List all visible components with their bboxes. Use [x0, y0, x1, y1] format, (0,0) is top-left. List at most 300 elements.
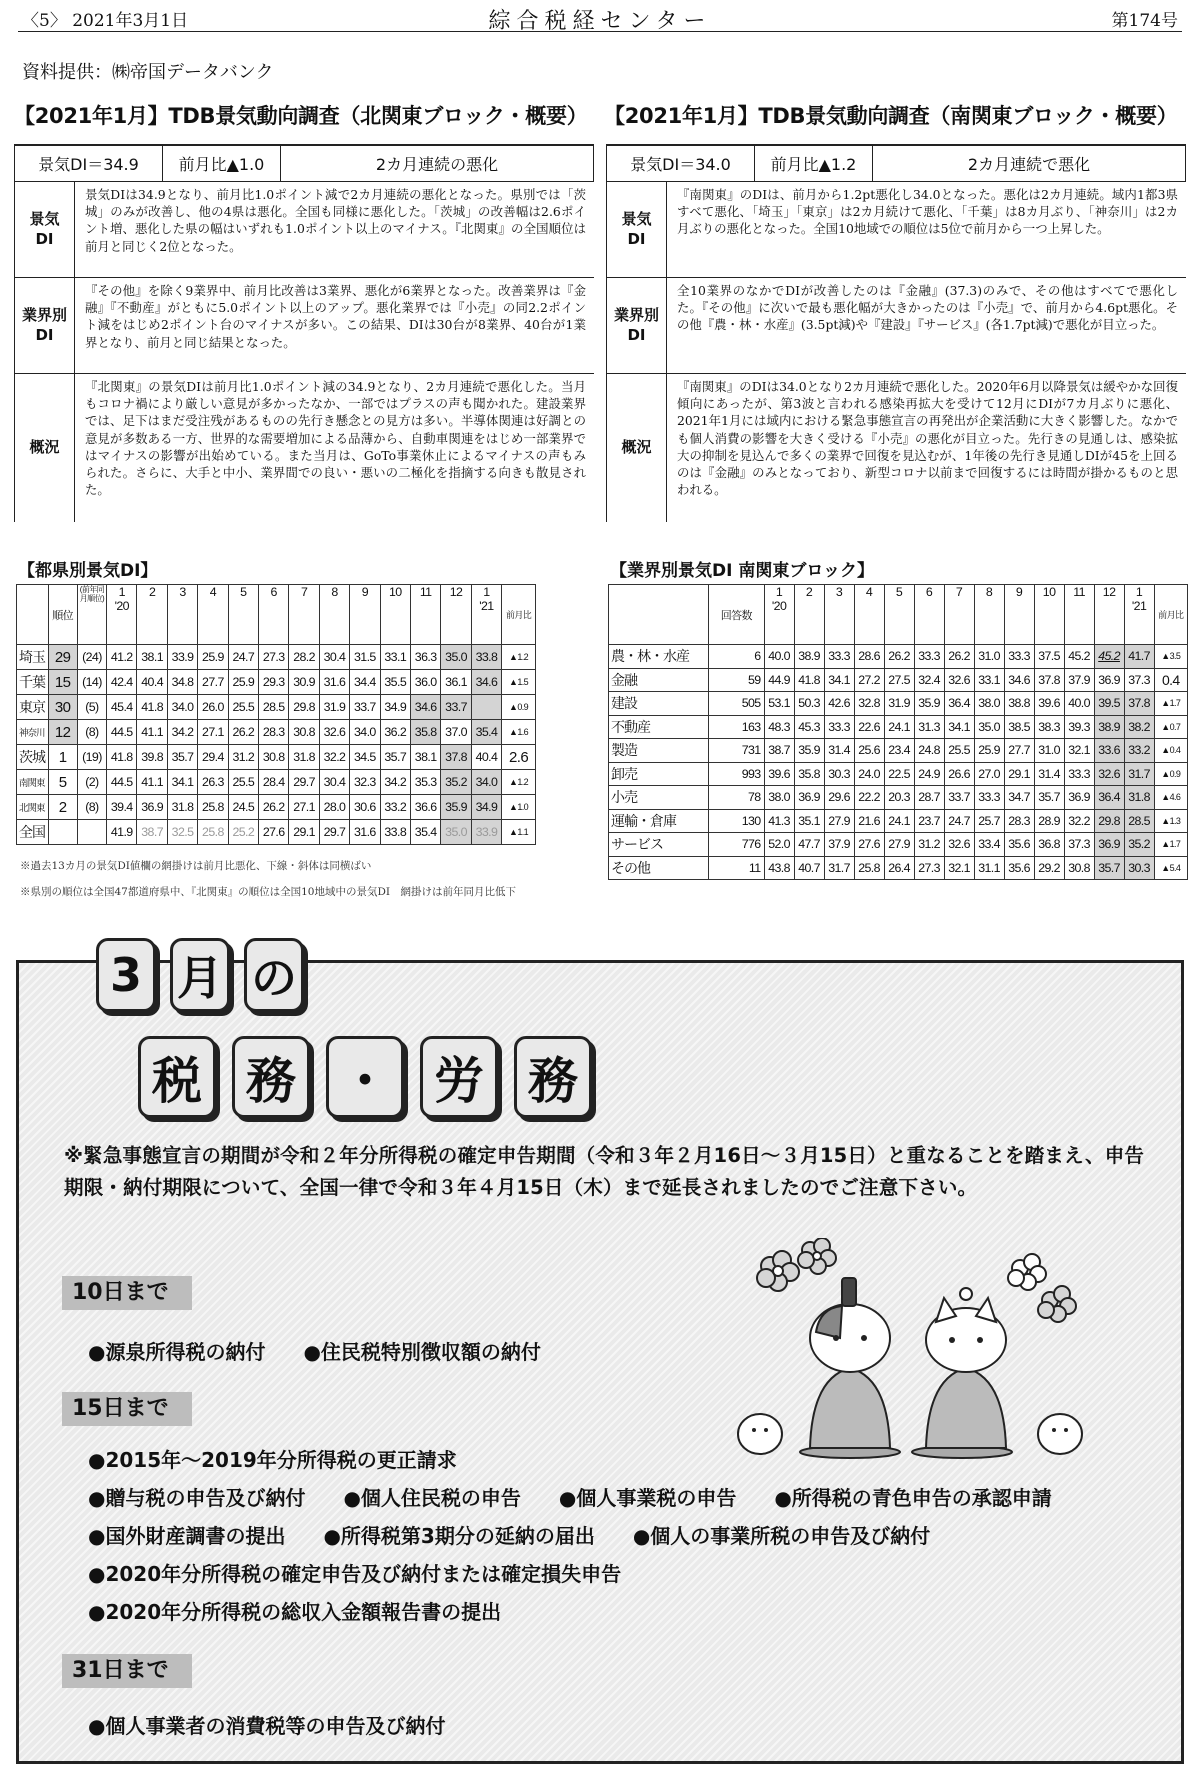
- pref-row: [17, 745, 536, 770]
- di-value: 33.3: [1004, 645, 1034, 669]
- di-value: 33.2: [1124, 739, 1154, 763]
- respondents: 130: [709, 809, 765, 833]
- industry-di-table: [608, 584, 1188, 880]
- di-value: 25.6: [854, 739, 884, 763]
- di-value: 23.7: [914, 809, 944, 833]
- deadline-item: ●源泉所得税の納付: [88, 1340, 266, 1364]
- di-value: 31.2: [228, 745, 258, 770]
- di-value: 34.0: [167, 695, 197, 720]
- di-value: 36.6: [410, 795, 440, 820]
- title-char: 月: [170, 938, 230, 1012]
- di-value: 45.4: [107, 695, 137, 720]
- di-value: 23.4: [884, 739, 914, 763]
- deadline-line: [88, 1336, 541, 1365]
- di-value: 34.6: [471, 670, 501, 695]
- di-value: 29.4: [198, 745, 228, 770]
- di-value: 33.8: [471, 645, 501, 670]
- mom-value: ▲1.6: [502, 720, 536, 745]
- di-value: 37.3: [1124, 668, 1154, 692]
- industry-row: [609, 762, 1188, 786]
- di-value: 41.7: [1124, 645, 1154, 669]
- table-header-row: [17, 585, 536, 645]
- pref-prev-rank: (24): [77, 645, 106, 670]
- industry-row: [609, 668, 1188, 692]
- di-value: 33.8: [380, 820, 410, 845]
- corner-cell: [609, 585, 709, 645]
- di-value: 31.7: [824, 856, 854, 880]
- di-value: 39.4: [107, 795, 137, 820]
- di-value: 28.3: [259, 720, 289, 745]
- di-value: 48.3: [764, 715, 794, 739]
- di-value: 31.6: [319, 670, 349, 695]
- di-value: 38.9: [794, 645, 824, 669]
- di-value: 24.1: [884, 809, 914, 833]
- month-header: 4: [854, 585, 884, 645]
- di-value: 30.4: [319, 645, 349, 670]
- row-label: 概況: [15, 374, 75, 522]
- di-value: 36.9: [1094, 833, 1124, 857]
- title-char: 務: [514, 1036, 592, 1118]
- di-value: 31.0: [1034, 739, 1064, 763]
- month-header: 9: [350, 585, 380, 645]
- di-value: 37.8: [1034, 668, 1064, 692]
- respondents: 163: [709, 715, 765, 739]
- title-char: 税: [138, 1036, 216, 1118]
- south-mom: 前月比▲1.2: [755, 146, 873, 181]
- month-header: 2: [794, 585, 824, 645]
- di-value: 25.2: [228, 820, 258, 845]
- di-value: 24.0: [854, 762, 884, 786]
- di-value: 32.6: [944, 668, 974, 692]
- industry-name: その他: [609, 856, 709, 880]
- di-value: 36.4: [944, 692, 974, 716]
- title-char: ・: [326, 1036, 404, 1118]
- di-value: 32.1: [1064, 739, 1094, 763]
- di-value: 39.8: [137, 745, 167, 770]
- di-value: 26.2: [259, 795, 289, 820]
- di-value: 29.6: [824, 786, 854, 810]
- south-di-value: 景気DI＝34.0: [607, 146, 755, 181]
- di-value: 29.8: [1094, 809, 1124, 833]
- mom-value: ▲1.2: [502, 645, 536, 670]
- respondents: 6: [709, 645, 765, 669]
- pref-prev-rank: (8): [77, 720, 106, 745]
- respondents-header: 回答数: [709, 585, 765, 645]
- di-value: 40.4: [137, 670, 167, 695]
- di-value: 38.1: [410, 745, 440, 770]
- di-value: 36.4: [1094, 786, 1124, 810]
- deadline-item: ●2020年分所得税の確定申告及び納付または確定損失申告: [88, 1562, 622, 1586]
- industry-name: 運輸・倉庫: [609, 809, 709, 833]
- di-value: 25.9: [198, 645, 228, 670]
- di-value: 38.0: [764, 786, 794, 810]
- di-value: 34.7: [1004, 786, 1034, 810]
- di-value: 31.5: [350, 645, 380, 670]
- di-value: 30.9: [289, 670, 319, 695]
- north-row-industry: [14, 278, 594, 374]
- industry-name: 小売: [609, 786, 709, 810]
- month-header: 12: [441, 585, 471, 645]
- di-value: 28.5: [259, 695, 289, 720]
- mom-value: ▲0.9: [502, 695, 536, 720]
- di-value: 34.8: [167, 670, 197, 695]
- di-value: 35.7: [167, 745, 197, 770]
- di-value: 29.7: [289, 770, 319, 795]
- di-value: 33.9: [471, 820, 501, 845]
- di-value: 35.0: [441, 820, 471, 845]
- di-value: 33.1: [380, 645, 410, 670]
- deadline-item: ●個人事業者の消費税等の申告及び納付: [88, 1714, 446, 1738]
- issue-date: 〈5〉 2021年3月1日: [22, 11, 189, 31]
- di-value: 33.7: [944, 786, 974, 810]
- di-value: 24.1: [884, 715, 914, 739]
- pref-name: 埼玉: [17, 645, 49, 670]
- industry-name: 建設: [609, 692, 709, 716]
- di-value: 37.5: [1034, 645, 1064, 669]
- deadline-line: [88, 1596, 501, 1625]
- di-value: 42.4: [107, 670, 137, 695]
- mom-value: ▲0.9: [1154, 762, 1187, 786]
- di-value: 30.3: [824, 762, 854, 786]
- hina-doll-illustration: [730, 1238, 1090, 1460]
- pref-name: 全国: [17, 820, 49, 845]
- di-value: 33.3: [974, 786, 1004, 810]
- di-value: 30.8: [259, 745, 289, 770]
- di-value: 35.0: [974, 715, 1004, 739]
- mom-value: ▲1.2: [502, 770, 536, 795]
- di-value: 36.8: [1034, 833, 1064, 857]
- south-row-industry: [606, 278, 1186, 374]
- di-value: 33.3: [824, 645, 854, 669]
- title-char: 務: [232, 1036, 310, 1118]
- north-summary-head: [14, 146, 594, 182]
- di-value: 34.0: [350, 720, 380, 745]
- title-char: 3: [96, 938, 156, 1012]
- pref-name: 千葉: [17, 670, 49, 695]
- di-value: 40.7: [794, 856, 824, 880]
- industry-row: [609, 786, 1188, 810]
- di-value: 37.3: [1064, 833, 1094, 857]
- pref-row: [17, 645, 536, 670]
- di-value: 37.0: [441, 720, 471, 745]
- pref-rank: 12: [48, 720, 77, 745]
- di-value: 33.4: [974, 833, 1004, 857]
- month-header: 1 '20: [764, 585, 794, 645]
- di-value: 24.8: [914, 739, 944, 763]
- di-value: 41.9: [107, 820, 137, 845]
- pref-row: [17, 820, 536, 845]
- di-value: 35.4: [410, 820, 440, 845]
- di-value: 26.6: [944, 762, 974, 786]
- di-value: 29.2: [1034, 856, 1064, 880]
- di-value: 32.2: [1064, 809, 1094, 833]
- north-di-text: 景気DIは34.9となり、前月比1.0ポイント減で2カ月連続の悪化となった。県別では「茨城」のみが改善し、他の4県は悪化。全国も同様に悪化した。「茨城」の改善幅は2.6ポイント増、悪化した県の幅はいずれも1.0ポイント以上のマイナス。『北関東』の全国順位は前月と同じく2位となった。: [85, 187, 586, 254]
- pref-prev-rank: (5): [77, 695, 106, 720]
- di-value: 27.7: [1004, 739, 1034, 763]
- di-value: 22.2: [854, 786, 884, 810]
- pref-row: [17, 770, 536, 795]
- di-value: 28.7: [914, 786, 944, 810]
- di-value: 40.0: [764, 645, 794, 669]
- di-value: 34.5: [350, 745, 380, 770]
- di-value: [471, 695, 501, 720]
- pref-prev-rank: (2): [77, 770, 106, 795]
- di-value: 35.2: [441, 770, 471, 795]
- di-value: 27.1: [198, 720, 228, 745]
- di-value: 38.5: [1004, 715, 1034, 739]
- di-value: 27.5: [884, 668, 914, 692]
- di-value: 39.6: [1034, 692, 1064, 716]
- corner-cell: [17, 585, 49, 645]
- month-header: 5: [884, 585, 914, 645]
- di-value: 38.7: [764, 739, 794, 763]
- respondents: 776: [709, 833, 765, 857]
- di-value: 34.1: [944, 715, 974, 739]
- pref-prev-rank: [77, 820, 106, 845]
- di-value: 40.0: [1064, 692, 1094, 716]
- di-value: 44.5: [107, 770, 137, 795]
- pref-name: 南関東: [17, 770, 49, 795]
- flower-icon: [798, 1238, 836, 1274]
- di-value: 27.3: [259, 645, 289, 670]
- mom-value: ▲1.1: [502, 820, 536, 845]
- pref-name: 北関東: [17, 795, 49, 820]
- month-header: 11: [1064, 585, 1094, 645]
- respondents: 505: [709, 692, 765, 716]
- di-value: 37.9: [1064, 668, 1094, 692]
- di-value: 24.9: [914, 762, 944, 786]
- di-value: 45.2: [1094, 645, 1124, 669]
- di-value: 41.8: [794, 668, 824, 692]
- di-value: 31.0: [974, 645, 1004, 669]
- mom-value: ▲1.5: [502, 670, 536, 695]
- di-value: 35.8: [794, 762, 824, 786]
- di-value: 45.2: [1064, 645, 1094, 669]
- deadline-item: ●所得税第3期分の延納の届出: [323, 1524, 595, 1548]
- di-value: 35.3: [410, 770, 440, 795]
- di-value: 25.8: [198, 820, 228, 845]
- month-header: 7: [289, 585, 319, 645]
- di-value: 38.7: [137, 820, 167, 845]
- di-value: 34.4: [350, 670, 380, 695]
- row-label: 業界別 DI: [607, 278, 667, 373]
- south-row-overview: [606, 374, 1186, 522]
- di-value: 29.7: [319, 820, 349, 845]
- di-value: 30.3: [1124, 856, 1154, 880]
- month-header: 4: [198, 585, 228, 645]
- di-value: 35.0: [441, 645, 471, 670]
- di-value: 32.2: [319, 745, 349, 770]
- industry-row: [609, 809, 1188, 833]
- di-value: 27.9: [824, 809, 854, 833]
- di-value: 27.1: [289, 795, 319, 820]
- north-row-di: [14, 182, 594, 278]
- row-label: 景気 DI: [15, 182, 75, 277]
- di-value: 37.8: [441, 745, 471, 770]
- di-value: 38.2: [1124, 715, 1154, 739]
- di-value: 26.2: [884, 645, 914, 669]
- industry-row: [609, 833, 1188, 857]
- di-value: 29.8: [289, 695, 319, 720]
- di-value: 52.0: [764, 833, 794, 857]
- pref-name: 東京: [17, 695, 49, 720]
- due-15th-heading: 15日まで: [62, 1392, 192, 1426]
- deadline-line: [88, 1482, 1052, 1511]
- di-value: 53.1: [764, 692, 794, 716]
- di-value: 34.1: [167, 770, 197, 795]
- di-value: 24.7: [944, 809, 974, 833]
- deadline-item: ●個人住民税の申告: [343, 1486, 521, 1510]
- di-value: 39.5: [1094, 692, 1124, 716]
- di-value: 35.9: [441, 795, 471, 820]
- month-header: 10: [1034, 585, 1064, 645]
- north-summary: [14, 144, 594, 522]
- month-header: 3: [824, 585, 854, 645]
- pref-rank: 2: [48, 795, 77, 820]
- di-value: 32.3: [350, 770, 380, 795]
- di-value: 26.3: [198, 770, 228, 795]
- industry-table-title: 【業界別景気DI 南関東ブロック】: [610, 561, 875, 581]
- di-value: 38.9: [1094, 715, 1124, 739]
- deadline-line: [88, 1558, 621, 1587]
- month-header: 12: [1094, 585, 1124, 645]
- row-label: 景気 DI: [607, 182, 667, 277]
- pref-note-2: ※県別の順位は全国47都道府県中、『北関東』の順位は全国10地域中の景気DI 網掛けは前年同月比低下: [20, 886, 517, 898]
- pref-rank: 1: [48, 745, 77, 770]
- di-value: 32.6: [319, 720, 349, 745]
- di-value: 32.5: [167, 820, 197, 845]
- di-value: 25.9: [228, 670, 258, 695]
- di-value: 28.6: [854, 645, 884, 669]
- di-value: 22.5: [884, 762, 914, 786]
- pref-row: [17, 795, 536, 820]
- di-value: 21.6: [854, 809, 884, 833]
- pref-note-1: ※過去13カ月の景気DI値欄の網掛けは前月比悪化、下線・斜体は同横ばい: [20, 860, 372, 872]
- due-31st-heading: 31日まで: [62, 1654, 192, 1688]
- pref-prev-rank: (19): [77, 745, 106, 770]
- pref-rank: [48, 820, 77, 845]
- pref-row: [17, 670, 536, 695]
- di-value: 33.3: [824, 715, 854, 739]
- north-trend: 2カ月連続の悪化: [375, 155, 499, 174]
- di-value: 33.9: [167, 645, 197, 670]
- industry-name: 製造: [609, 739, 709, 763]
- di-value: 41.3: [764, 809, 794, 833]
- industry-row: [609, 715, 1188, 739]
- deadline-item: ●個人事業税の申告: [558, 1486, 737, 1510]
- pref-table-title: 【都県別景気DI】: [18, 561, 158, 581]
- di-value: 34.1: [824, 668, 854, 692]
- di-value: 32.6: [1094, 762, 1124, 786]
- north-title: 【2021年1月】TDB景気動向調査（北関東ブロック・概要）: [14, 104, 588, 128]
- north-di-value: 景気DI＝34.9: [15, 146, 163, 181]
- di-value: 41.8: [107, 745, 137, 770]
- deadline-item: ●所得税の青色申告の承認申請: [774, 1486, 1052, 1510]
- deadline-line: [88, 1710, 445, 1739]
- south-overview-text: 『南関東』のDIは34.0となり2カ月連続で悪化した。2020年6月以降景気は緩やかな回復傾向にあったが、第3波と言われる感染再拡大を受けて12月にDIが7カ月ぶりに悪化、2021年1月には域内における緊急事態宣言の再発出が企業活動に大きく影響した。なかでも個人消費の影響を大きく受ける『小売』の悪化が目立った。先行きの見通しは、感染拡大の抑制を見込んで多くの業界で回復を見込むが、1年後の先行き見通しDIが45を上回るのは『金融』のみとなっており、新型コロナ以前まで回復するには時間が掛かるものと思われる。: [677, 379, 1178, 498]
- mom-value: ▲0.4: [1154, 739, 1187, 763]
- di-value: 41.1: [137, 720, 167, 745]
- newspaper-header: [18, 4, 1182, 32]
- industry-name: 農・林・水産: [609, 645, 709, 669]
- row-label: 概況: [607, 374, 667, 522]
- di-value: 30.4: [319, 770, 349, 795]
- pref-row: [17, 720, 536, 745]
- industry-row: [609, 645, 1188, 669]
- industry-name: サービス: [609, 833, 709, 857]
- pref-name: 神奈川: [17, 720, 49, 745]
- di-value: 30.8: [1064, 856, 1094, 880]
- di-value: 33.2: [380, 795, 410, 820]
- deadline-line: [88, 1444, 457, 1473]
- industry-name: 卸売: [609, 762, 709, 786]
- di-value: 36.9: [794, 786, 824, 810]
- month-header: 2: [137, 585, 167, 645]
- di-value: 34.6: [410, 695, 440, 720]
- pref-rank: 5: [48, 770, 77, 795]
- di-value: 41.1: [137, 770, 167, 795]
- di-value: 31.4: [824, 739, 854, 763]
- di-value: 27.6: [854, 833, 884, 857]
- di-value: 36.0: [410, 670, 440, 695]
- di-value: 35.1: [794, 809, 824, 833]
- di-value: 32.6: [944, 833, 974, 857]
- south-row-di: [606, 182, 1186, 278]
- masthead: 綜合税経センター: [488, 9, 712, 34]
- di-value: 29.3: [259, 670, 289, 695]
- month-header: 1 '21: [1124, 585, 1154, 645]
- di-value: 25.7: [974, 809, 1004, 833]
- di-value: 34.9: [471, 795, 501, 820]
- di-value: 25.5: [228, 695, 258, 720]
- month-header: 9: [1004, 585, 1034, 645]
- di-value: 44.9: [764, 668, 794, 692]
- di-value: 33.6: [1094, 739, 1124, 763]
- di-value: 32.4: [914, 668, 944, 692]
- flower-icon: [757, 1251, 799, 1291]
- di-value: 28.9: [1034, 809, 1064, 833]
- deadline-line: [88, 1520, 930, 1549]
- south-summary: [606, 144, 1186, 522]
- di-value: 37.9: [824, 833, 854, 857]
- pref-prev-rank: (14): [77, 670, 106, 695]
- mom-value: ▲1.0: [502, 795, 536, 820]
- di-value: 31.1: [974, 856, 1004, 880]
- di-value: 41.8: [137, 695, 167, 720]
- respondents: 78: [709, 786, 765, 810]
- di-value: 42.6: [824, 692, 854, 716]
- di-value: 37.8: [1124, 692, 1154, 716]
- di-value: 34.2: [167, 720, 197, 745]
- pref-rank: 29: [48, 645, 77, 670]
- di-value: 31.2: [914, 833, 944, 857]
- month-header: 6: [914, 585, 944, 645]
- di-value: 50.3: [794, 692, 824, 716]
- month-header: 1 '20: [107, 585, 137, 645]
- di-value: 28.0: [319, 795, 349, 820]
- di-value: 27.9: [884, 833, 914, 857]
- di-value: 33.7: [350, 695, 380, 720]
- flower-icon: [1038, 1286, 1076, 1322]
- di-value: 33.3: [914, 645, 944, 669]
- di-value: 24.7: [228, 645, 258, 670]
- pref-name: 茨城: [17, 745, 49, 770]
- di-value: 35.9: [914, 692, 944, 716]
- di-value: 36.9: [1094, 668, 1124, 692]
- di-value: 33.3: [1064, 762, 1094, 786]
- di-value: 35.9: [794, 739, 824, 763]
- di-value: 34.6: [1004, 668, 1034, 692]
